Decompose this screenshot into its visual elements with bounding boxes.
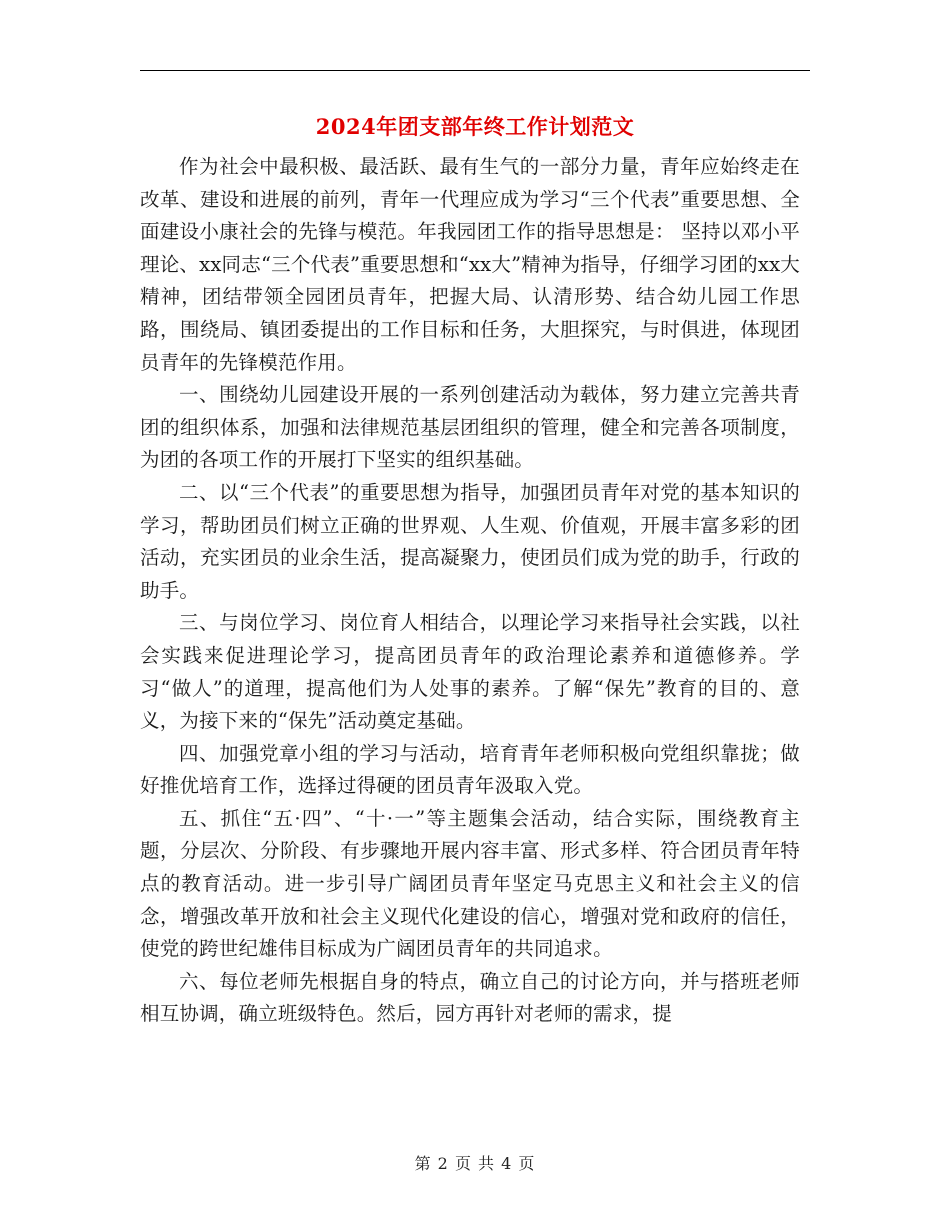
header-rule <box>140 70 810 71</box>
paragraph-intro: 作为社会中最积极、最活跃、最有生气的一部分力量，青年应始终走在改革、建设和进展的前列，青年一代理应成为学习“三个代表”重要思想、全面建设小康社会的先锋与模范。年我园团工作的指导思想是： 坚持以邓小平理论、xx同志“三个代表”重要思想和“xx大”精神为指导，仔细学习团的xx大精神，团结带领全园团员青年，把握大局、认清形势、结合幼儿园工作思路，围绕局、镇团委提出的工作目标和任务，大胆探究，与时俱进，体现团员青年的先锋模范作用。 <box>140 155 800 374</box>
paragraph-item-2: 二、以“三个代表”的重要思想为指导，加强团员青年对党的基本知识的学习，帮助团员们树立正确的世界观、人生观、价值观，开展丰富多彩的团活动，充实团员的业余生活，提高凝聚力，使团员们成为党的助手，行政的助手。 <box>140 480 800 602</box>
paragraph-item-1: 一、围绕幼儿园建设开展的一系列创建活动为载体，努力建立完善共青团的组织体系，加强和法律规范基层团组织的管理，健全和完善各项制度，为团的各项工作的开展打下坚实的组织基础。 <box>140 383 800 472</box>
document-body <box>140 151 800 1031</box>
paragraph-item-6: 六、每位老师先根据自身的特点，确立自己的讨论方向，并与搭班老师相互协调，确立班级特色。然后，园方再针对老师的需求，提 <box>140 969 800 1026</box>
paragraph-item-3: 三、与岗位学习、岗位育人相结合，以理论学习来指导社会实践，以社会实践来促进理论学习，提高团员青年的政治理论素养和道德修养。学习“做人”的道理，提高他们为人处事的素养。了解“保先”教育的目的、意义，为接下来的“保先”活动奠定基础。 <box>140 611 800 733</box>
paragraph-item-5: 五、抓住“五·四”、“十·一”等主题集会活动，结合实际，围绕教育主题，分层次、分阶段、有步骤地开展内容丰富、形式多样、符合团员青年特点的教育活动。进一步引导广阔团员青年坚定马克思主义和社会主义的信念，增强改革开放和社会主义现代化建设的信心，增强对党和政府的信任，使党的跨世纪雄伟目标成为广阔团员青年的共同追求。 <box>140 806 800 961</box>
page-number-footer: 第 2 页 共 4 页 <box>414 1154 536 1173</box>
document-title: 2024年团支部年终工作计划范文 <box>315 114 635 139</box>
paragraph-item-4: 四、加强党章小组的学习与活动，培育青年老师积极向党组织靠拢；做好推优培育工作，选择过得硬的团员青年汲取入党。 <box>140 741 800 798</box>
